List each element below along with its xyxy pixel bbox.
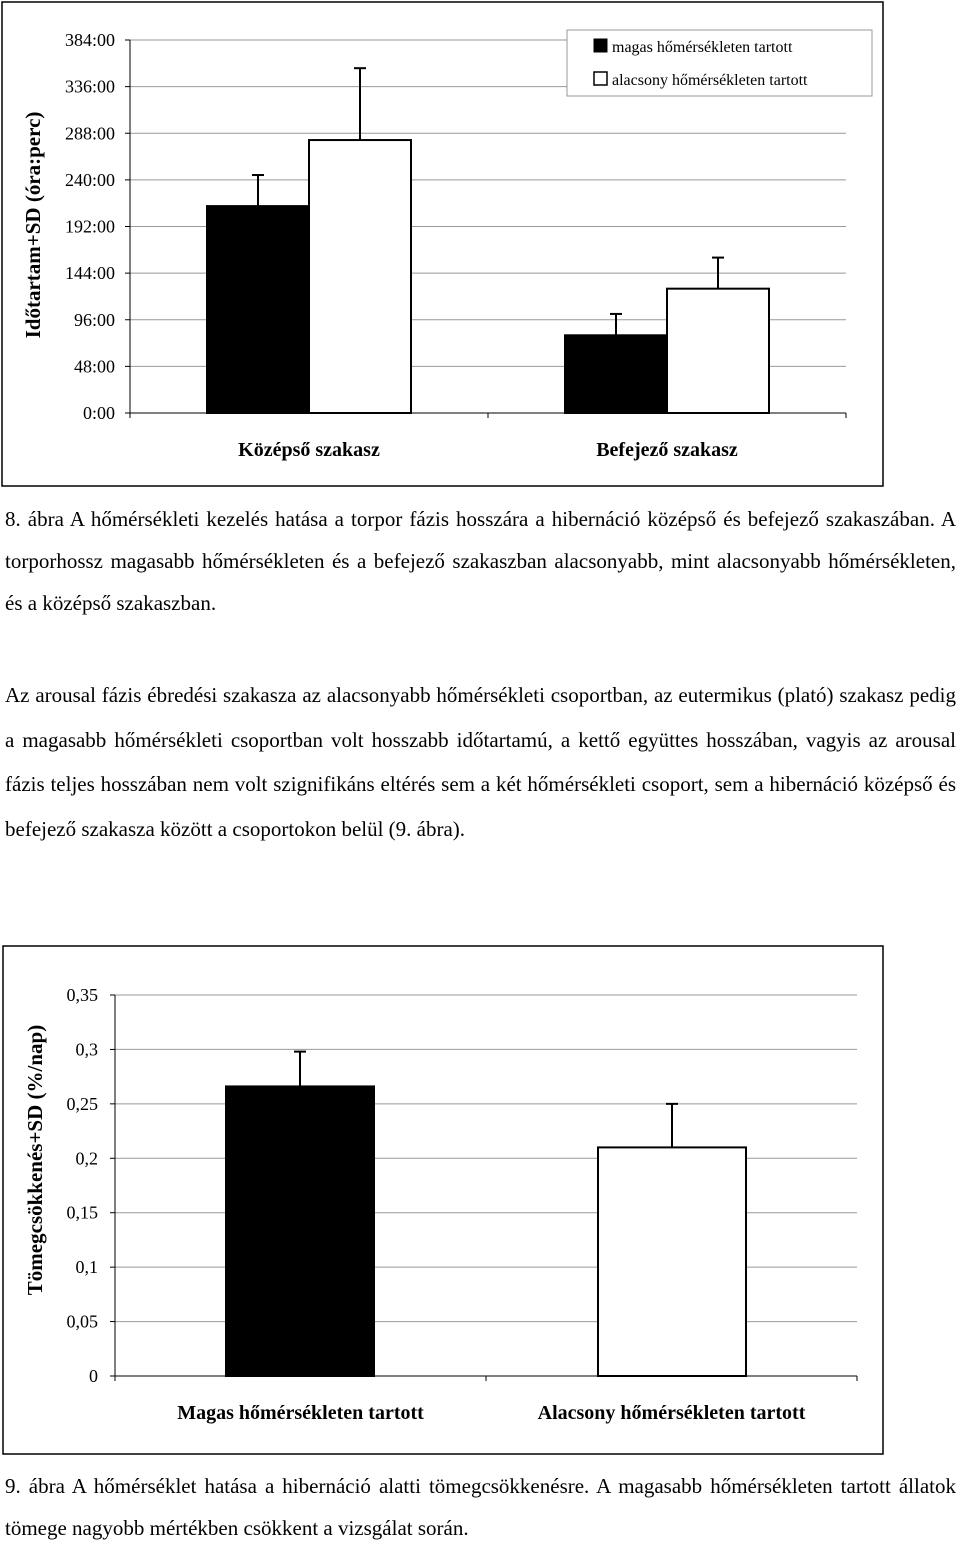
y-tick-label: 0,05 <box>66 1311 98 1332</box>
y-tick-label: 0,2 <box>75 1148 98 1169</box>
x-category-label: Alacsony hőmérsékleten tartott <box>537 1402 806 1424</box>
figure-8-chart <box>0 0 885 488</box>
bar-befejezo-alacsony <box>667 289 769 413</box>
figure-8-caption: 8. ábra A hőmérsékleti kezelés hatása a torpor fázis hosszára a hibernáció középső és befejező szakaszában. A torporhossz magasabb hőmérsékleten és a befejező szakaszban alacsonyabb, mint alacsonyabb hőmérsékleten, és a középső szakaszban. <box>5 507 956 615</box>
legend <box>567 30 872 96</box>
y-tick-label: 0 <box>89 1366 98 1386</box>
y-tick-label: 0,35 <box>66 985 98 1005</box>
legend-swatch-low <box>594 72 607 85</box>
y-tick-label: 0:00 <box>82 403 115 423</box>
bar-kozepso-alacsony <box>309 140 411 413</box>
y-tick-label: 336:00 <box>64 76 115 97</box>
chart-frame <box>3 946 883 1454</box>
legend-swatch-high <box>594 39 607 52</box>
body-paragraph: Az arousal fázis ébredési szakasza az alacsonyabb hőmérsékleti csoportban, az eutermikus (plató) szakasz pedig a magasabb hőmérsékleti csoportban volt hosszabb időtartamú, a kettő együttes hosszában, vagyis az arousal fázis teljes hosszában nem volt szignifikáns eltérés sem a két hőmérsékleti csoport, sem a hibernáció középső és befejező szakasza között a csoportokon belül (9. ábra). <box>5 683 956 841</box>
y-tick-label: 192:00 <box>64 216 115 237</box>
bar-alacsony <box>598 1147 746 1376</box>
y-tick-label: 0,15 <box>66 1202 98 1223</box>
x-category-label: Befejező szakasz <box>596 439 738 461</box>
figure-9-caption: 9. ábra A hőmérséklet hatása a hibernáció alatti tömegcsökkenésre. A magasabb hőmérsékleten tartott állatok tömege nagyobb mértékben csökkent a vizsgálat során. <box>5 1474 956 1540</box>
y-tick-label: 384:00 <box>64 30 115 50</box>
x-category-label: Középső szakasz <box>238 439 380 461</box>
y-axis-title: Tömegcsökkenés+SD (%/nap) <box>23 1024 47 1296</box>
bar-befejezo-magas <box>565 335 667 413</box>
figure-9-chart <box>0 944 886 1456</box>
legend-label-low: alacsony hőmérsékleten tartott <box>612 72 808 89</box>
y-tick-label: 0,1 <box>75 1257 98 1278</box>
y-tick-label: 144:00 <box>64 263 115 284</box>
bar-kozepso-magas <box>207 206 309 413</box>
y-tick-label: 48:00 <box>73 356 115 377</box>
y-tick-label: 96:00 <box>73 309 115 330</box>
y-tick-label: 0,25 <box>66 1093 98 1114</box>
y-tick-label: 288:00 <box>64 123 115 144</box>
bar-magas <box>226 1086 374 1376</box>
legend-label-high: magas hőmérsékleten tartott <box>612 39 793 56</box>
x-category-label: Magas hőmérsékleten tartott <box>177 1402 424 1424</box>
y-axis-title: Időtartam+SD (óra:perc) <box>21 111 45 339</box>
y-tick-label: 240:00 <box>64 169 115 190</box>
y-tick-label: 0,3 <box>75 1039 98 1060</box>
